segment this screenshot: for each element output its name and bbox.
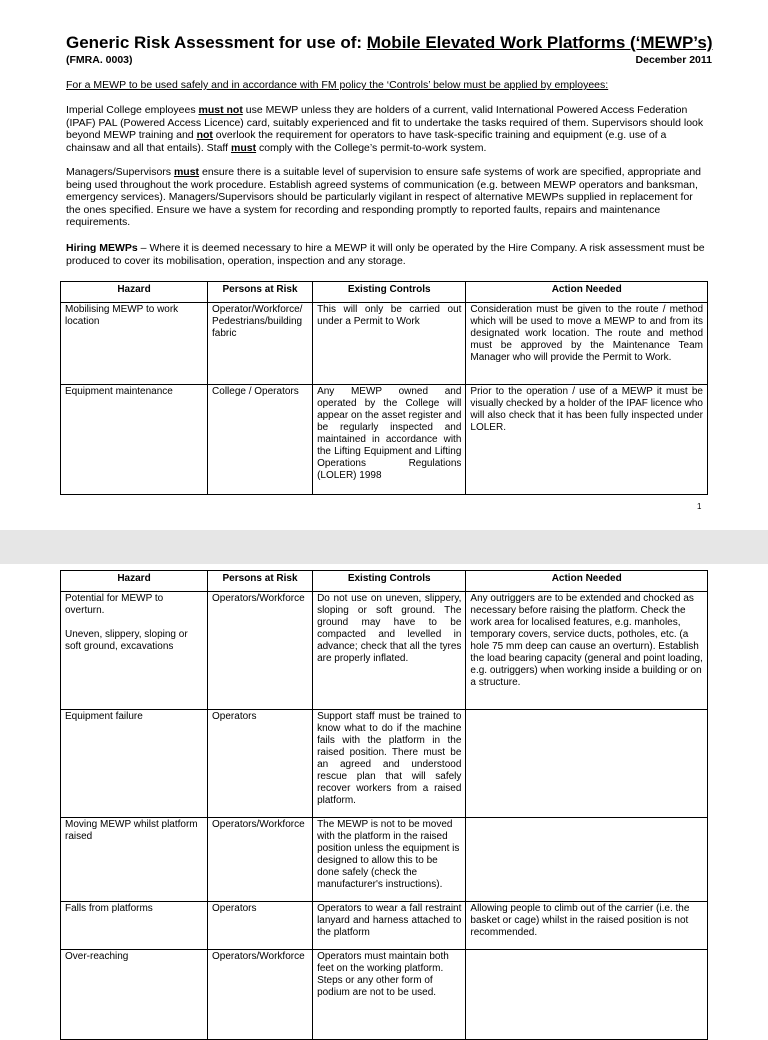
document-title (66, 33, 713, 53)
controls-cell: Operators to wear a fall restraint lanyard and harness attached to the platform (313, 902, 466, 950)
table-header-row (61, 571, 708, 592)
risk-table-page-2 (60, 570, 708, 1040)
table-row (61, 902, 708, 950)
hazard-cell: Moving MEWP whilst platform raised (61, 818, 208, 902)
persons-cell: Operators/Workforce (208, 592, 313, 710)
hazard-cell: Equipment maintenance (61, 385, 208, 495)
header-hazard: Hazard (61, 282, 208, 303)
title-subject: Mobile Elevated Work Platforms (‘MEWP’s) (366, 33, 713, 52)
header-controls: Existing Controls (313, 571, 466, 592)
action-cell: Any outriggers are to be extended and chocked as necessary before raising the platform. Check the work area for localised features, e.g. manholes, temporary covers, service ducts, potholes, etc. (a hole 75 mm deep can cause an overturn). Establish the load bearing capacity (general and point loading, e.g. outriggers) when working inside a building or on a structure. (466, 592, 708, 710)
page-number: 1 (697, 502, 702, 511)
paragraph-employees: Imperial College employees must not use MEWP unless they are holders of a current, valid International Powered Access Federation (IPAF) PAL (Powered Access Licence) card, suitably experienced and fit to undertake the tasks required of them. Supervisors should look beyond MEWP training and not overlook the requirement for operators to have task-specific training and equipment (e.g. use of a chainsaw and all that entails). Staff must comply with the College’s permit-to-work system. (66, 104, 704, 154)
table-row (61, 385, 708, 495)
hazard-cell (61, 592, 208, 710)
paragraph-hiring: Hiring MEWPs – Where it is deemed necessary to hire a MEWP it will only be operated by the Hire Company. A risk assessment must be produced to cover its mobilisation, operation, inspection and any storage. (66, 242, 705, 267)
controls-cell: Do not use on uneven, slippery, sloping or soft ground. The ground may have to be compacted and levelled in advance; check that all the tyres are properly inflated. (313, 592, 466, 710)
risk-table-page-1 (60, 281, 708, 495)
header-hazard: Hazard (61, 571, 208, 592)
header-action: Action Needed (466, 282, 708, 303)
table-row (61, 303, 708, 385)
document-reference: (FMRA. 0003) (66, 54, 133, 66)
controls-cell: Any MEWP owned and operated by the College will appear on the asset register and be regularly inspected and maintained in accordance with the Lifting Equipment and Lifting Operations Regulations (LOLER) 1998 (313, 385, 466, 495)
table-header-row (61, 282, 708, 303)
hazard-cell: Falls from platforms (61, 902, 208, 950)
paragraph-supervisors: Managers/Supervisors must ensure there is a suitable level of supervision to ensure safe systems of work are specified, appropriate and being used throughout the work procedure. Establish agreed systems of communication (e.g. between MEWP operators and banksman, emergency services). Managers/Supervisors should be particularly vigilant in respect of alternative MEWPs supplied in replacement for the ones specified. Ensure we have a system for recording and responding promptly to reported faults, repairs and maintenance requirements. (66, 166, 701, 228)
hazard-cell: Equipment failure (61, 710, 208, 818)
persons-cell: Operators (208, 902, 313, 950)
page-separator (0, 530, 768, 564)
document-date: December 2011 (635, 54, 712, 66)
table-row (61, 818, 708, 902)
header-action: Action Needed (466, 571, 708, 592)
header-controls: Existing Controls (313, 282, 466, 303)
title-prefix: Generic Risk Assessment for use of: (66, 33, 363, 52)
document-page-2 (0, 564, 768, 1024)
action-cell: Prior to the operation / use of a MEWP it must be visually checked by a holder of the IPAF licence who will also check that it has been fully inspected under LOLER. (466, 385, 708, 495)
persons-cell: Operators/Workforce (208, 818, 313, 902)
hazard-cell: Over-reaching (61, 950, 208, 1040)
action-cell: Consideration must be given to the route / method which will be used to move a MEWP to and from its designated work location. The route and method must be approved by the Maintenance Team Manager who will provide the Permit to Work. (466, 303, 708, 385)
controls-cell: This will only be carried out under a Permit to Work (313, 303, 466, 385)
controls-cell: Support staff must be trained to know what to do if the machine fails with the platform in the raised position. There must be an agreed and understood rescue plan that will safely recover workers from a raised platform. (313, 710, 466, 818)
action-cell (466, 950, 708, 1040)
hazard-cell: Mobilising MEWP to work location (61, 303, 208, 385)
intro-line: For a MEWP to be used safely and in accordance with FM policy the ‘Controls’ below must be applied by employees: (66, 79, 609, 91)
header-persons: Persons at Risk (208, 282, 313, 303)
header-persons: Persons at Risk (208, 571, 313, 592)
action-cell (466, 818, 708, 902)
table-row (61, 710, 708, 818)
action-cell (466, 710, 708, 818)
persons-cell: Operator/Workforce/ Pedestrians/building fabric (208, 303, 313, 385)
table-row (61, 950, 708, 1040)
table-row (61, 592, 708, 710)
hazard-title: Potential for MEWP to overturn. (65, 593, 164, 616)
persons-cell: Operators/Workforce (208, 950, 313, 1040)
persons-cell: College / Operators (208, 385, 313, 495)
controls-cell: Operators must maintain both feet on the working platform. Steps or any other form of podium are not to be used. (313, 950, 466, 1040)
controls-cell: The MEWP is not to be moved with the platform in the raised position unless the equipment is designed to allow this to be done safely (check the manufacturer's instructions). (313, 818, 466, 902)
action-cell: Allowing people to climb out of the carrier (i.e. the basket or cage) whilst in the raised position is not recommended. (466, 902, 708, 950)
hazard-note: Uneven, slippery, sloping or soft ground, excavations (65, 629, 188, 652)
persons-cell: Operators (208, 710, 313, 818)
